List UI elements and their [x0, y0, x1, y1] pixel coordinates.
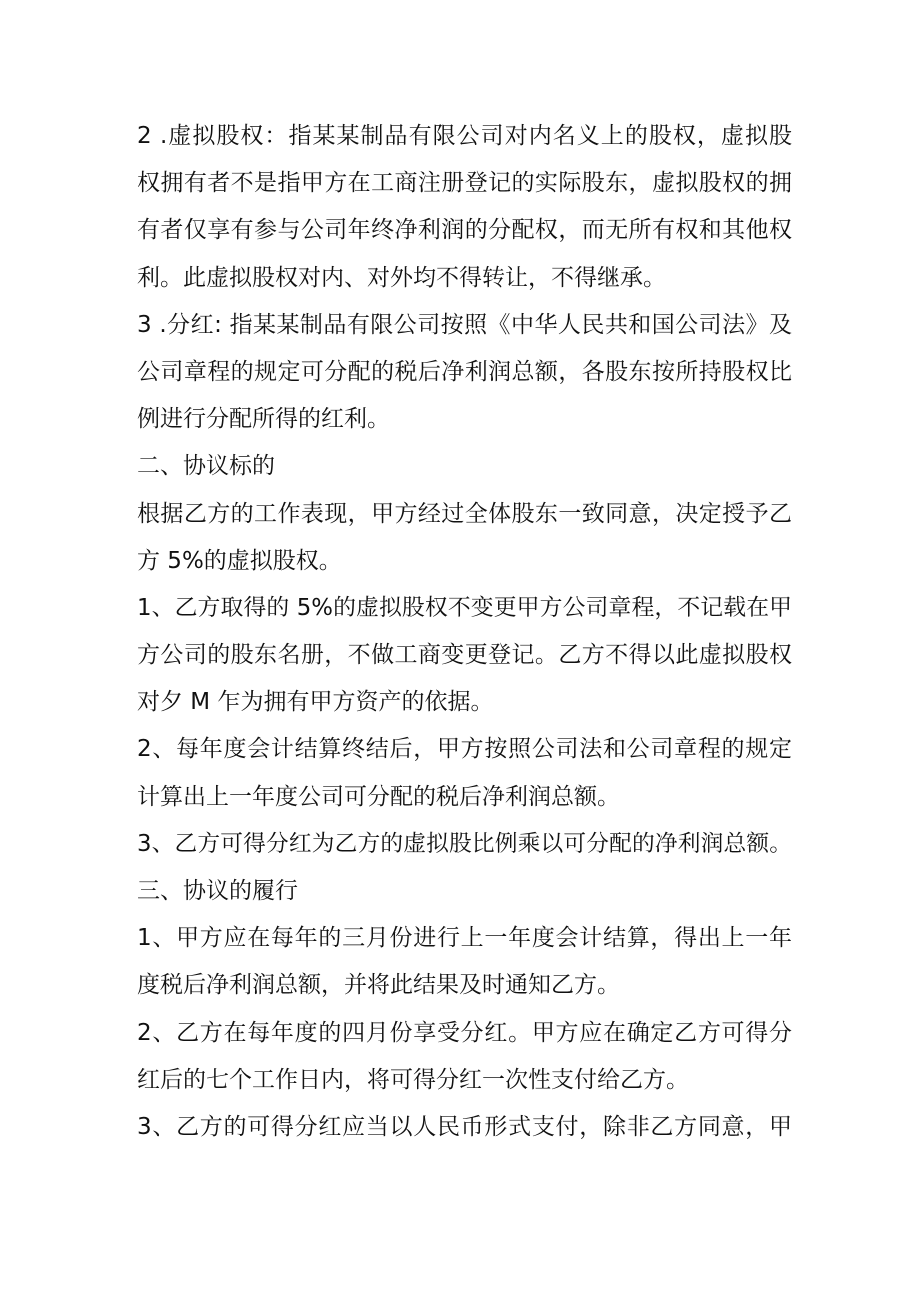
text-line: 2、每年度会计结算终结后，甲方按照公司法和公司章程的规定	[137, 736, 792, 763]
text-line: 度税后净利润总额，并将此结果及时通知乙方。	[137, 972, 620, 999]
text-line: 计算出上一年度公司可分配的税后净利润总额。	[137, 783, 620, 810]
text-line: 3、乙方可得分红为乙方的虚拟股比例乘以可分配的净利润总额。	[137, 830, 792, 857]
text-line: 例进行分配所得的红利。	[137, 406, 390, 433]
text-line: 利。此虚拟股权对内、对外均不得转让，不得继承。	[137, 264, 666, 291]
text-line: 1、乙方取得的 5%的虚拟股权不变更甲方公司章程，不记载在甲	[137, 594, 792, 621]
text-line: 方公司的股东名册，不做工商变更登记。乙方不得以此虚拟股权	[137, 642, 792, 669]
text-line: 1、甲方应在每年的三月份进行上一年度会计结算，得出上一年	[137, 925, 792, 952]
text-line: 2 .虚拟股权：指某某制品有限公司对内名义上的股权，虚拟股	[137, 123, 792, 149]
text-line: 公司章程的规定可分配的税后净利润总额，各股东按所持股权比	[137, 358, 792, 385]
text-line: 3、乙方的可得分红应当以人民币形式支付，除非乙方同意，甲	[137, 1113, 792, 1140]
text-line: 权拥有者不是指甲方在工商注册登记的实际股东，虚拟股权的拥	[137, 170, 792, 197]
text-line: 红后的七个工作日内，将可得分红一次性支付给乙方。	[137, 1066, 689, 1093]
text-line: 根据乙方的工作表现，甲方经过全体股东一致同意，决定授予乙	[137, 500, 792, 527]
text-line: 三、协议的履行	[137, 878, 298, 904]
document-body	[137, 113, 792, 1151]
text-line: 方 5%的虚拟股权。	[137, 547, 342, 574]
text-line: 2、乙方在每年度的四月份享受分红。甲方应在确定乙方可得分	[137, 1019, 792, 1046]
text-line: 3 .分红: 指某某制品有限公司按照《中华人民共和国公司法》及	[137, 311, 792, 338]
text-line: 有者仅享有参与公司年终净利润的分配权，而无所有权和其他权	[137, 217, 792, 244]
text-line: 二、协议标的	[137, 453, 275, 480]
text-line: 对夕 M 乍为拥有甲方资产的依据。	[137, 689, 494, 716]
